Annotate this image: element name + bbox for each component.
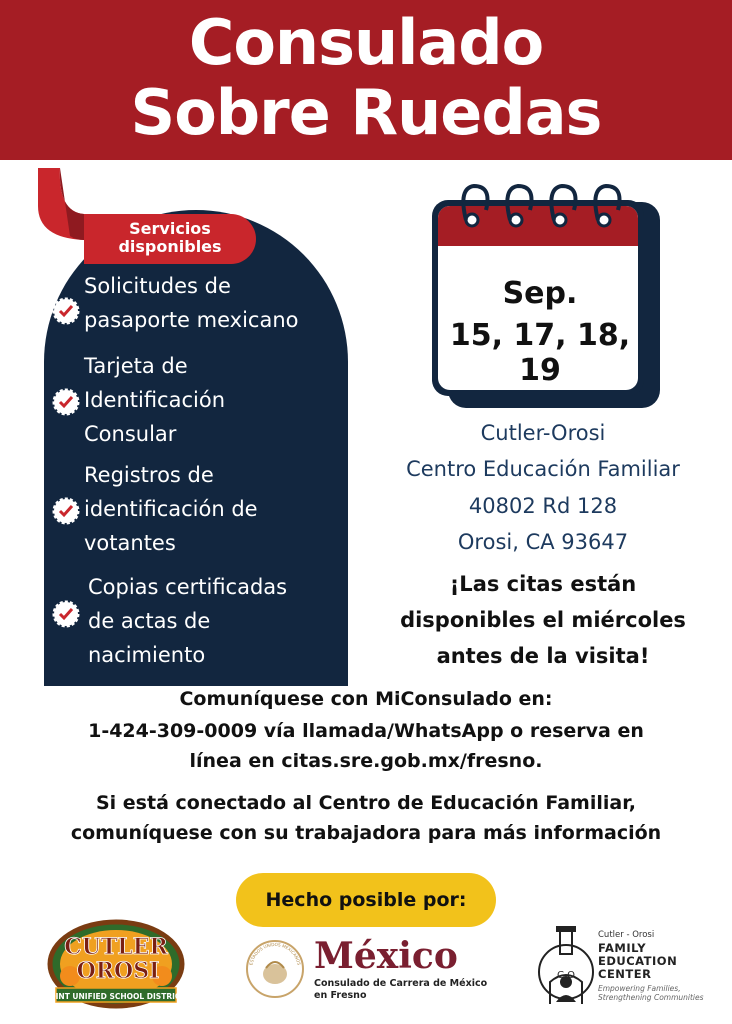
service-line: Consular bbox=[84, 422, 177, 446]
fec-logo-icon bbox=[536, 922, 596, 1014]
service-line: Registros de bbox=[84, 463, 214, 487]
cutler-logo-bottom: OROSI bbox=[76, 958, 160, 984]
mexico-subtitle bbox=[314, 978, 487, 1002]
location-line: Centro Educación Familiar bbox=[406, 457, 680, 481]
fec-name-line: FAMILY bbox=[598, 941, 647, 955]
appointment-note-line: ¡Las citas están bbox=[449, 572, 637, 596]
cutler-orosi-logo bbox=[46, 918, 186, 1014]
cutler-logo-banner: JOINT UNIFIED SCHOOL DISTRICT bbox=[46, 992, 186, 1001]
service-line: identificación de bbox=[84, 497, 258, 521]
fec-contact-line: Si está conectado al Centro de Educación Familiar, bbox=[95, 792, 636, 814]
check-badge-icon bbox=[52, 497, 80, 525]
services-heading-line-1: Servicios bbox=[129, 219, 211, 238]
sponsors-label: Hecho posible por: bbox=[236, 873, 496, 927]
check-badge-icon bbox=[52, 388, 80, 416]
service-birth-certificates bbox=[88, 570, 287, 672]
title-line-1: Consulado bbox=[188, 6, 544, 79]
service-line: pasaporte mexicano bbox=[84, 308, 299, 332]
contact-line: línea en citas.sre.gob.mx/fresno. bbox=[189, 750, 543, 772]
service-line: Identificación bbox=[84, 388, 226, 412]
service-consular-id bbox=[84, 349, 225, 451]
mexico-seal-icon bbox=[244, 938, 306, 1000]
service-line: Copias certificadas bbox=[88, 575, 288, 599]
calendar-month: Sep. bbox=[502, 276, 578, 311]
fec-name bbox=[598, 942, 677, 981]
mexico-subtitle-line: Consulado de Carrera de México bbox=[314, 978, 488, 989]
fec-name-line: EDUCATION bbox=[598, 954, 678, 968]
location-line: Orosi, CA 93647 bbox=[457, 530, 629, 554]
calendar-days: 15, 17, 18, 19 bbox=[449, 318, 631, 388]
services-heading-line-2: disponibles bbox=[118, 237, 222, 256]
service-line: Tarjeta de bbox=[84, 354, 188, 378]
seal-text: ESTADOS UNIDOS MEXICANOS bbox=[248, 941, 302, 966]
fec-tagline-line: Empowering Families, bbox=[598, 984, 681, 993]
services-heading bbox=[84, 214, 256, 264]
mexico-subtitle-line: en Fresno bbox=[314, 990, 367, 1001]
fec-tagline-line: Strengthening Communities bbox=[598, 993, 704, 1002]
check-badge-icon bbox=[52, 297, 80, 325]
service-passport bbox=[84, 269, 299, 337]
service-line: de actas de bbox=[88, 609, 211, 633]
location-line: 40802 Rd 128 bbox=[468, 494, 618, 518]
fec-contact-line: comuníquese con su trabajadora para más información bbox=[70, 822, 662, 844]
fec-top-text: Cutler - Orosi bbox=[598, 930, 655, 940]
cutler-logo-top: CUTLER bbox=[64, 934, 168, 960]
contact-line: 1-424-309-0009 vía llamada/WhatsApp o reserva en bbox=[88, 720, 644, 742]
service-voter-id bbox=[84, 458, 258, 560]
contact-line: Comuníquese con MiConsulado en: bbox=[179, 688, 553, 710]
appointment-note-line: disponibles el miércoles bbox=[400, 608, 686, 632]
service-line: nacimiento bbox=[88, 643, 206, 667]
fec-initials: C O bbox=[556, 970, 576, 981]
service-line: Solicitudes de bbox=[84, 274, 231, 298]
service-line: votantes bbox=[84, 531, 176, 555]
check-badge-icon bbox=[52, 600, 80, 628]
fec-tagline bbox=[598, 984, 704, 1002]
mexico-wordmark: México bbox=[314, 935, 458, 977]
appointment-note-line: antes de la visita! bbox=[436, 644, 650, 668]
title-line-2: Sobre Ruedas bbox=[130, 76, 602, 149]
header-banner bbox=[0, 0, 732, 160]
fec-name-line: CENTER bbox=[598, 967, 652, 981]
location-line: Cutler-Orosi bbox=[480, 421, 606, 445]
